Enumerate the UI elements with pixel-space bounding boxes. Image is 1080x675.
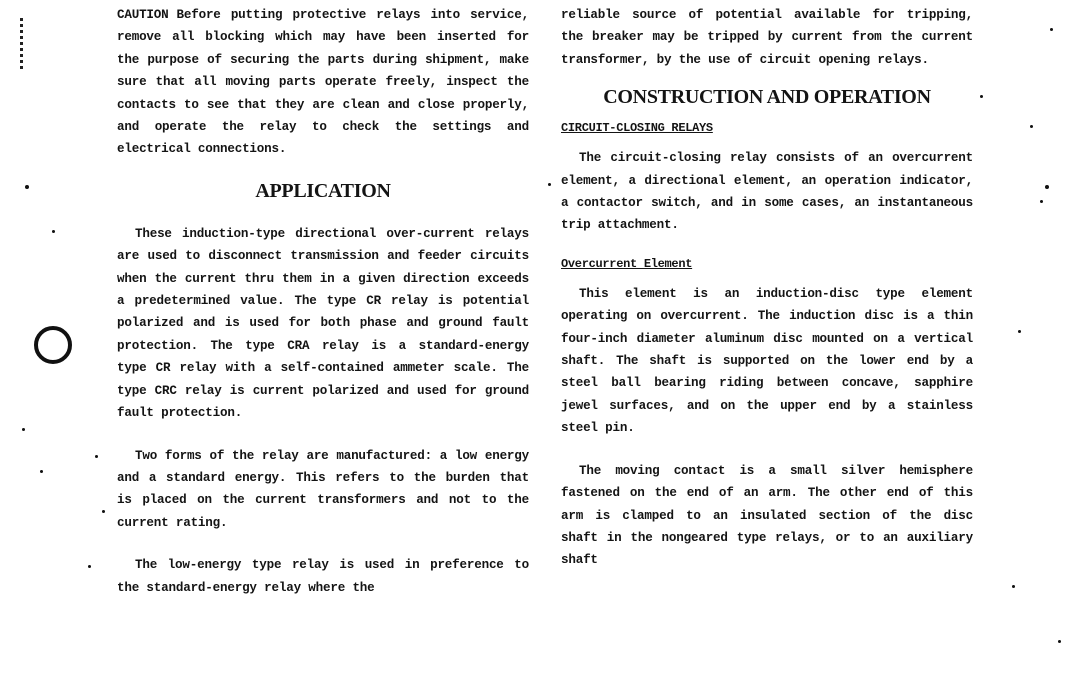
scan-speck xyxy=(548,183,551,186)
scan-speck xyxy=(980,95,983,98)
application-paragraph-3: The low-energy type relay is used in preference to the standard-energy relay where the xyxy=(117,558,529,595)
scan-speck xyxy=(52,230,55,233)
overcurrent-paragraph-2: The moving contact is a small silver hemisphere fastened on the end of an arm. The other end of this arm is clamped to an insulated section of the disc shaft in the nongeared type relays, or to an auxiliary shaft xyxy=(561,463,973,568)
scan-speck xyxy=(102,510,105,513)
application-paragraph-2: Two forms of the relay are manufactured: a low energy and a standard energy. This refers to the burden that is placed on the current transformers and not to the current rating. xyxy=(117,448,529,530)
scan-speck xyxy=(40,470,43,473)
circuit-closing-paragraph: The circuit-closing relay consists of an overcurrent element, a directional element, an operation indicator, a contactor switch, and in some cases, an instantaneous trip attachment. xyxy=(561,151,973,233)
overcurrent-paragraph-1: This element is an induction-disc type element operating on overcurrent. The induction disc is a thin four-inch diameter aluminum disc mounted on a vertical shaft. The shaft is supported on the lower end by a steel ball bearing riding between concave, sapphire jewel surfaces, and on the upper end by a stainless steel pin. xyxy=(561,286,973,436)
left-column xyxy=(117,4,529,599)
scan-speck xyxy=(1050,28,1053,31)
scan-speck xyxy=(1012,585,1015,588)
application-heading: APPLICATION xyxy=(255,179,391,202)
scan-speck xyxy=(22,428,25,431)
scan-speck xyxy=(88,565,91,568)
scan-speck xyxy=(1030,125,1033,128)
scan-speck xyxy=(1045,185,1049,189)
continued-paragraph: reliable source of potential available for tripping, the breaker may be tripped by current from the current transformer, by the use of circuit opening relays. xyxy=(561,8,973,67)
scan-speck xyxy=(1040,200,1043,203)
scan-speck xyxy=(1058,640,1061,643)
scan-speck xyxy=(1018,330,1021,333)
right-column xyxy=(561,4,973,572)
caution-text: Before putting protective relays into service, remove all blocking which may have been inserted for the purpose of securing the parts during shipment, make sure that all moving parts operate freely, inspect the contacts to see that they are clean and close properly, and operate the relay to check the settings and electrical connections. xyxy=(117,8,529,157)
construction-heading: CONSTRUCTION AND OPERATION xyxy=(603,86,931,109)
circuit-closing-subhead: CIRCUIT-CLOSING RELAYS xyxy=(561,121,713,136)
margin-scribble xyxy=(20,18,23,70)
caution-label: CAUTION xyxy=(117,8,169,22)
application-paragraph-1: These induction-type directional over-current relays are used to disconnect transmission and feeder circuits when the current thru them in a given direction exceeds a predetermined value. The type CR relay is potential polarized and is used for both phase and ground fault protection. The type CRA relay is a standard-energy type CR relay with a self-contained ammeter scale. The type CRC relay is current polarized and used for ground fault protection. xyxy=(117,226,529,421)
scan-speck xyxy=(95,455,98,458)
punch-hole xyxy=(34,326,72,364)
overcurrent-subhead: Overcurrent Element xyxy=(561,256,693,271)
caution-paragraph xyxy=(117,4,529,161)
scan-speck xyxy=(25,185,29,189)
